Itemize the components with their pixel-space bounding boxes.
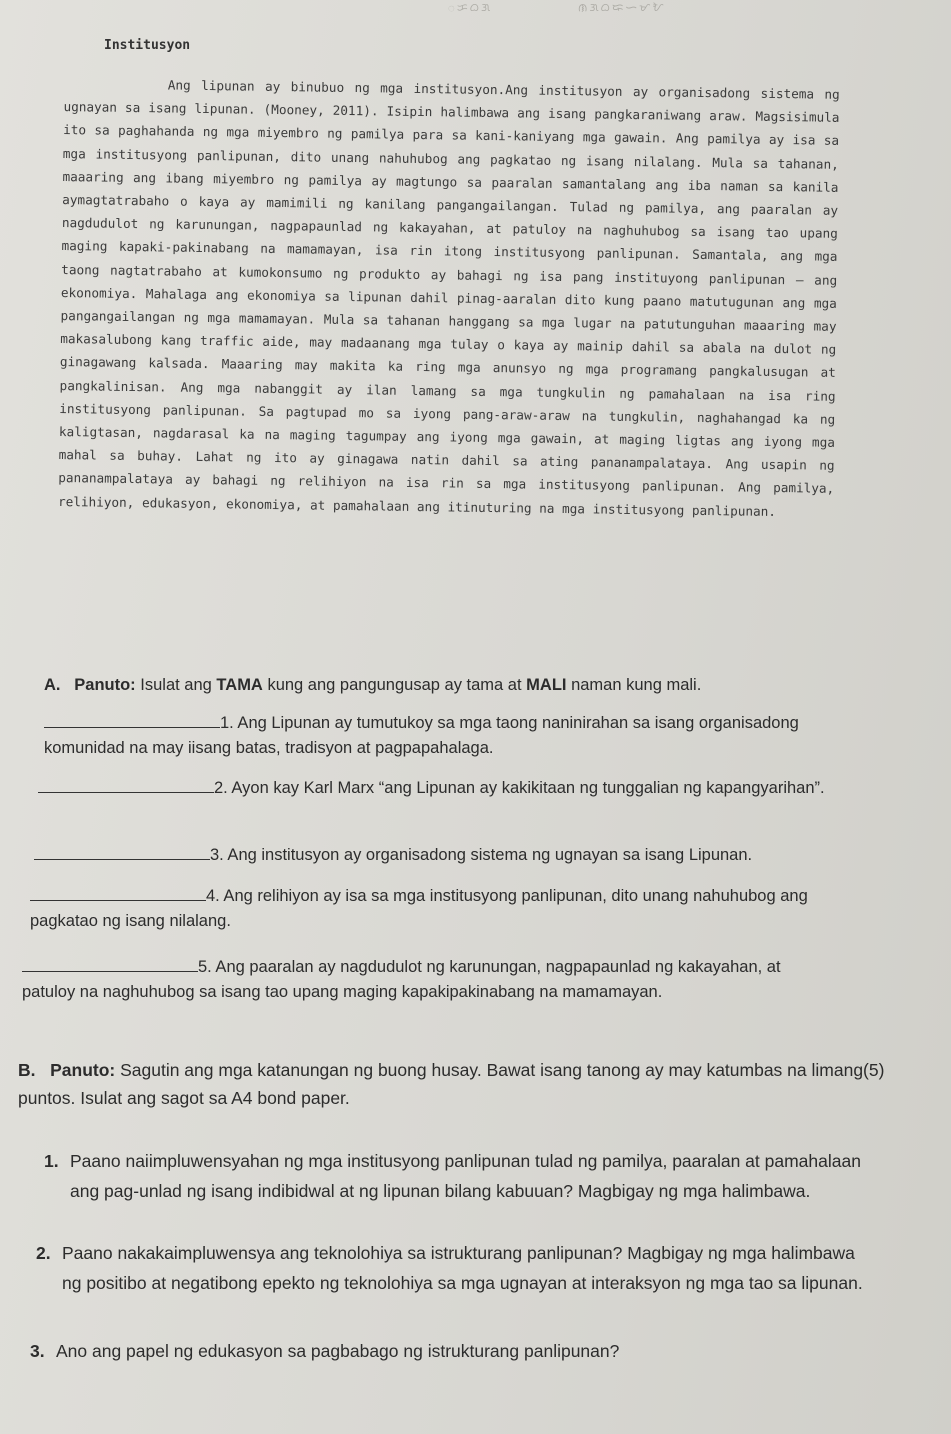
answer-blank-4[interactable] <box>30 884 206 901</box>
question-1-number: 1. <box>44 1151 59 1171</box>
section-a-instr-mid: kung ang pangungusap ay tama at <box>262 676 527 694</box>
answer-blank-2[interactable] <box>38 776 214 793</box>
answer-blank-3[interactable] <box>34 843 210 860</box>
page-title: Institusyon <box>104 38 191 53</box>
section-b-letter: B. <box>18 1060 36 1080</box>
section-a-label: Panuto: <box>74 676 136 694</box>
question-1-text: Paano naiimpluwensyahan ng mga institusyong panlipunan tulad ng pamilya, paaralan at pamahalaan ang pag-unlad ng isang indibidwal at ng lipunan bilang kabuuan? Magbigay ng mga halimbawa. <box>70 1151 861 1201</box>
true-false-item-5 <box>22 955 822 1005</box>
section-b-label: Panuto: <box>50 1060 116 1080</box>
question-2-text: Paano nakakaimpluwensya ang teknolohiya sa istrukturang panlipunan? Magbigay ng mga halimbawa ng positibo at negatibong epekto ng teknolohiya sa mga ugnayan at interaksyon ng mga tao sa lipunan. <box>62 1243 863 1293</box>
paragraph-indent <box>64 88 168 89</box>
item-3-text: 3. Ang institusyon ay organisadong sistema ng ugnayan sa isang Lipunan. <box>210 846 753 864</box>
essay-question-3 <box>26 1336 866 1366</box>
answer-blank-1[interactable] <box>44 711 220 728</box>
tama-keyword: TAMA <box>216 676 263 694</box>
item-1-text: 1. Ang Lipunan ay tumutukoy sa mga taong naninirahan sa isang organisadong komunidad na may iisang batas, tradisyon at pagpapahalaga. <box>44 714 799 757</box>
section-b-instructions <box>18 1056 898 1112</box>
essay-question-1 <box>40 1146 880 1206</box>
section-a-instr-post: naman kung mali. <box>566 676 702 694</box>
section-a-instr-pre: Isulat ang <box>135 676 217 694</box>
bleed-through-text-left: ᜀᜃᜊᜄ <box>448 1 493 14</box>
true-false-item-3 <box>34 843 914 868</box>
item-5-text: 5. Ang paaralan ay nagdudulot ng karunungan, nagpapaunlad ng kakayahan, at patuloy na naghuhubog sa isang tao upang maging kapakipakinabang na mamamayan. <box>22 958 781 1001</box>
section-b-instr: Sagutin ang mga katanungan ng buong husay. Bawat isang tanong ay may katumbas na limang(5) puntos. Isulat ang sagot sa A4 bond paper. <box>18 1060 885 1108</box>
section-a-instructions <box>44 676 904 695</box>
essay-question-2 <box>32 1238 872 1298</box>
section-a-letter: A. <box>44 676 61 694</box>
true-false-item-1 <box>44 711 864 761</box>
question-3-number: 3. <box>30 1341 45 1361</box>
true-false-item-2 <box>38 776 858 801</box>
mali-keyword: MALI <box>526 676 567 694</box>
item-2-text: 2. Ayon kay Karl Marx “ang Lipunan ay kakikitaan ng tunggalian ng kapangyarihan”. <box>214 779 825 797</box>
true-false-item-4 <box>30 884 850 934</box>
bleed-through-text-right: ᜈᜄᜊᜍᜑᜋᜀ <box>578 1 666 14</box>
passage-text: Ang lipunan ay binubuo ng mga institusyon.Ang institusyon ay organisadong sistema ng ugnayan sa isang lipunan. (Mooney, 2011). Isipin halimbawa ang isang pangkaraniwang araw. Magsisimula ito sa paghahanda ng mga miyembro ng pamilya para sa kani-kaniyang mga gawain. Ang pamilya ay isa sa mga institusyong panlipunan, dito unang nahuhubog ang pagkatao ng isang nilalang. Mula sa tahanan, maaaring ang ibang miyembro ng pamilya ay magtungo sa paaralan samantalang ang iba naman sa kanila aymagtatrabaho o kaya ay mamimili ng kanilang pangangailangan. Tulad ng pamilya, ang paaralan ay nagdudulot ng karunungan, nagpapaunlad ng kakayahan, at patuloy na naghuhubog sa isang tao upang maging kapaki-pakinabang na mamamayan, isa rin itong institusyong panlipunan. Samantala, ang mga taong nagtatrabaho at kumokonsumo ng produkto ay bahagi ng isa pang instituyong panlipunan – ang ekonomiya. Mahalaga ang ekonomiya sa lipunan dahil pinag-aaralan dito kung paano matutugunan ang mga pangangailangan ng mga mamamayan. Mula sa tahanan hanggang sa mga lugar na patutunguhan maaaring may makasalubong kang traffic aide, may madaanang mga tulay o kaya ay mainip dahil sa abala na dulot ng ginagawang kalsada. Maaaring may makita ka ring mga anunsyo ng mga programang pangkalusugan at pangkalinisan. Ang mga nabanggit ay ilan lamang sa mga tungkulin ng pamahalaan na isa ring institusyong panlipunan. Sa pagtupad mo sa iyong pang-araw-araw na tungkulin, naghahangad ka ng kaligtasan, nagdarasal ka na maging tagumpay ang iyong mga gawain, at maging ligtas ang iyong mga mahal sa buhay. Lahat ng ito ay ginagawa natin dahil sa ating pananampalataya. Ang usapin ng pananampalataya ay bahagi ng relihiyon na isa rin sa mga institusyong panlipunan. Ang pamilya, relihiyon, edukasyon, ekonomiya, at pamahalaan ang itinuturing na mga institusyong panlipunan. <box>57 77 840 519</box>
question-3-text: Ano ang papel ng edukasyon sa pagbabago ng istrukturang panlipunan? <box>56 1341 620 1361</box>
item-4-text: 4. Ang relihiyon ay isa sa mga institusyong panlipunan, dito unang nahuhubog ang pagkatao ng isang nilalang. <box>30 887 808 930</box>
answer-blank-5[interactable] <box>22 955 198 972</box>
question-2-number: 2. <box>36 1243 51 1263</box>
reading-passage <box>58 72 840 524</box>
